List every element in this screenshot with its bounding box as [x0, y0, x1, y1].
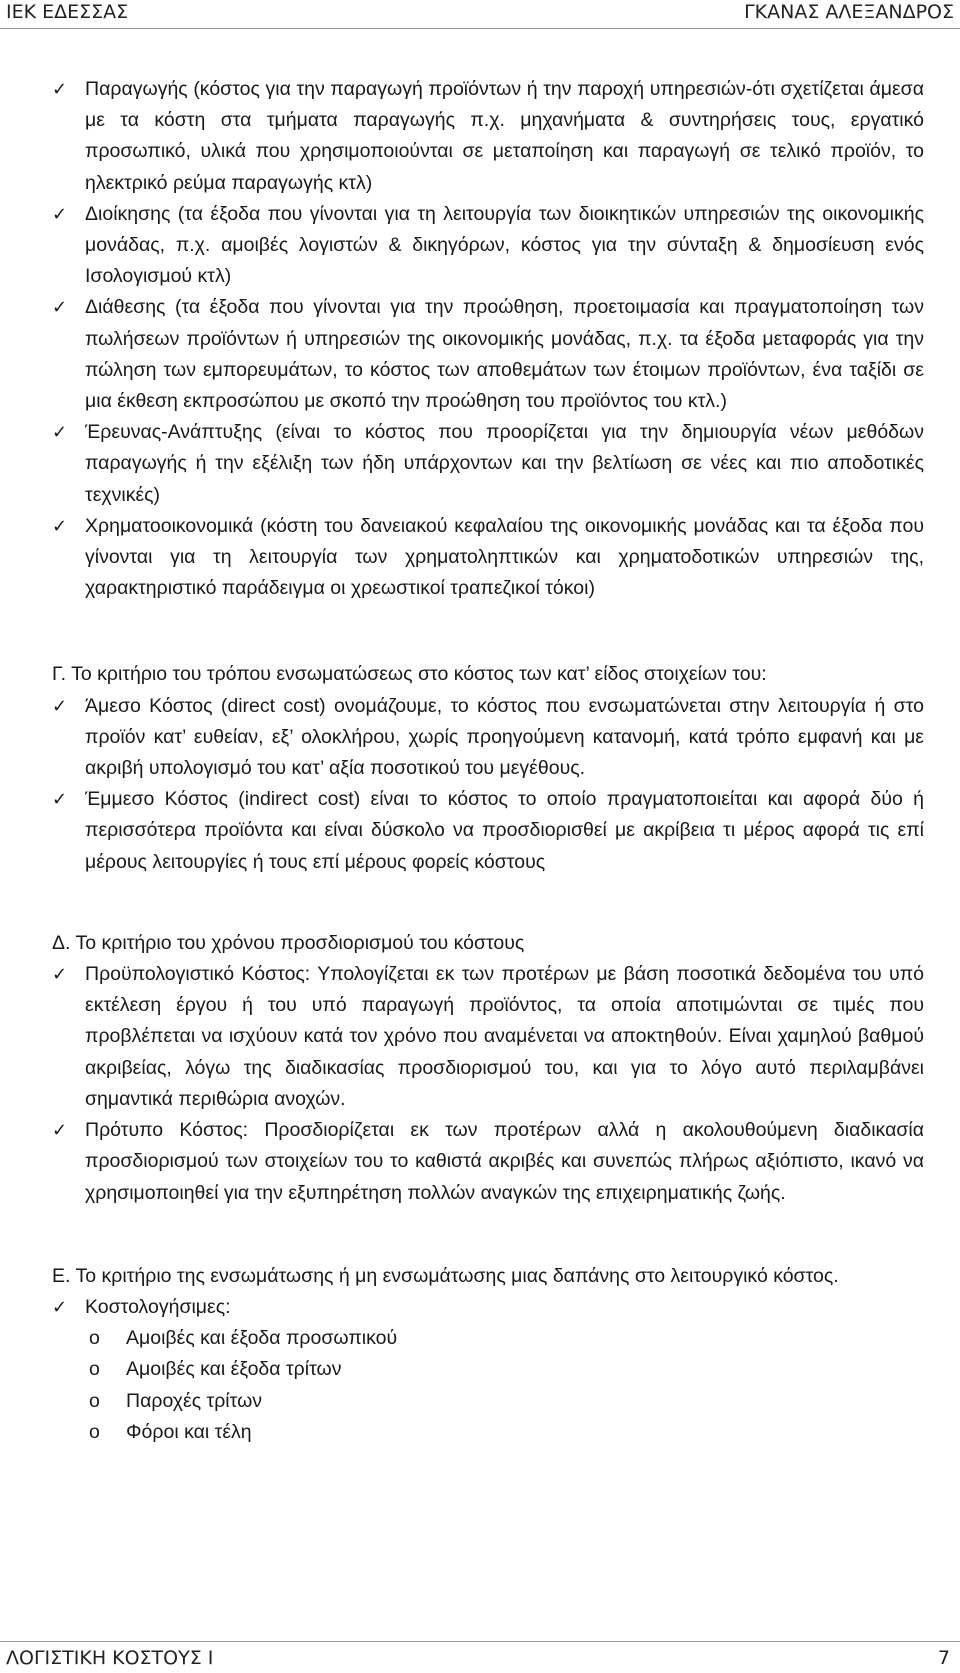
list-item-direct-cost: [52, 691, 924, 785]
section-d-title: Δ. Το κριτήριο του χρόνου προσδιορισμού του κόστους: [52, 931, 525, 954]
header-institution: ΙΕΚ ΕΔΕΣΣΑΣ: [6, 1, 129, 23]
list-item-text: Διάθεσης (τα έξοδα που γίνονται για την προώθηση, προετοιμασία και πραγματοποίηση των πωλήσεων προϊόντων ή υπηρεσιών της οικονομικής μονάδας, π.χ. τα έξοδα μεταφοράς για την πώληση των εμπορευμάτων, το κόστος των αποθεμάτων των έτοιμων προϊόντων, ένα ταξίδι σε μια έκθεση εκπροσώπου με σκοπό την προώθηση του προϊόντος του κτλ.): [85, 296, 924, 413]
section-e-title: Ε. Το κριτήριο της ενσωμάτωσης ή μη ενσωμάτωσης μιας δαπάνης στο λειτουργικό κόστος.: [52, 1264, 839, 1287]
footer-divider: [0, 1641, 960, 1642]
sub-item: [89, 1386, 924, 1417]
list-item-research-development: [52, 417, 924, 511]
list-item-standard-cost: [52, 1115, 924, 1209]
sub-item-text: Αμοιβές και έξοδα προσωπικού: [126, 1327, 398, 1350]
checkmark-icon: ✓: [52, 1120, 68, 1142]
list-item-text: Χρηματοοικονομικά (κόστη του δανειακού κεφαλαίου της οικονομικής μονάδας και τα έξοδα που γίνονται για τη λειτουργία των χρηματοληπτικών και χρηματοδοτικών υπηρεσιών της, χαρακτηριστικό παράδειγμα οι χρεωστικοί τραπεζικοί τόκοι): [85, 514, 924, 600]
circle-bullet-icon: o: [89, 1327, 100, 1350]
list-item-indirect-cost: [52, 784, 924, 878]
list-item-costable: [52, 1292, 924, 1323]
list-item-administration: [52, 199, 924, 293]
costable-sublist: [52, 1323, 924, 1448]
list-item-text: Έρευνας-Ανάπτυξης (είναι το κόστος που προορίζεται για την δημιουργία νέων μεθόδων παραγωγής ή την εξέλιξη των ήδη υπάρχοντων και την βελτίωση σε νέες και πιο αποδοτικές τεχνικές): [85, 421, 924, 506]
circle-bullet-icon: o: [89, 1420, 100, 1443]
circle-bullet-icon: o: [89, 1358, 100, 1381]
section-g: [52, 659, 924, 877]
list-item-text: Κοστολογήσιμες:: [85, 1295, 231, 1318]
sub-item: [89, 1354, 924, 1385]
list-item-text: Έμμεσο Κόστος (indirect cost) είναι το κόστος το οποίο πραγματοποιείται και αφορά δύο ή περισσότερα προϊόντα και είναι δύσκολο να προσδιορισθεί με ακρίβεια τι μέρος αφορά τις επί μέρους λειτουργίες ή τους επί μέρους φορείς κόστους: [85, 788, 924, 873]
checkmark-icon: ✓: [52, 203, 68, 225]
section-e: [52, 1261, 924, 1448]
checkmark-icon: ✓: [52, 695, 68, 717]
header-author: ΓΚΑΝΑΣ ΑΛΕΞΑΝΔΡΟΣ: [744, 1, 954, 23]
list-item-text: Πρότυπο Κόστος: Προσδιορίζεται εκ των προτέρων αλλά η ακολουθούμενη διαδικασία προσδιορισμού των στοιχείων του το καθιστά ακριβές και συνεπώς πλήρως αξιόπιστο, ικανό να χρησιμοποιηθεί για την εξυπηρέτηση πολλών αναγκών της επιχειρηματικής ζωής.: [85, 1119, 924, 1204]
list-item-production: [52, 74, 924, 199]
sub-item-text: Αμοιβές και έξοδα τρίτων: [126, 1358, 342, 1381]
page-footer: [0, 1641, 960, 1673]
list-item-text: Διοίκησης (τα έξοδα που γίνονται για τη λειτουργία των διοικητικών υπηρεσιών της οικονομικής μονάδας, π.χ. αμοιβές λογιστών & δικηγόρων, κόστος για την σύνταξη & δημοσίευση ενός Ισολογισμού κτλ): [85, 202, 924, 288]
checkmark-icon: ✓: [52, 1296, 68, 1318]
sub-item-text: Φόροι και τέλη: [126, 1420, 252, 1443]
checkmark-icon: ✓: [52, 964, 68, 986]
sub-item-text: Παροχές τρίτων: [126, 1389, 263, 1412]
circle-bullet-icon: o: [89, 1389, 100, 1412]
sub-item: [89, 1417, 924, 1448]
list-item-financial: [52, 511, 924, 605]
list-item-distribution: [52, 292, 924, 417]
page-header: [0, 0, 960, 28]
checkmark-icon: ✓: [52, 297, 68, 319]
cost-categories-list: [52, 74, 924, 604]
document-body: [52, 74, 924, 1448]
list-item-text: Προϋπολογιστικό Κόστος: Υπολογίζεται εκ των προτέρων με βάση ποσοτικά δεδομένα του υπό εκτέλεση έργου ή του υπό παραγωγή προϊόντος, τα οποία αποτιμώνται σε τιμές που προβλέπεται να ισχύουν κατά τον χρόνο που αναμένεται να αποκτηθούν. Είναι χαμηλού βαθμού ακριβείας, λόγω της διαδικασίας προσδιορισμού του, και για το λόγο αυτό περιλαμβάνει σημαντικά περιθώρια ανοχών.: [85, 963, 924, 1110]
checkmark-icon: ✓: [52, 422, 68, 444]
page-number: 7: [937, 1647, 950, 1669]
list-item-budgeted-cost: [52, 959, 924, 1115]
section-d: [52, 928, 924, 1209]
checkmark-icon: ✓: [52, 79, 68, 100]
list-item-text: Άμεσο Κόστος (direct cost) ονομάζουμε, το κόστος που ενσωματώνεται στην λειτουργία ή στο προϊόν κατ’ ευθείαν, εξ’ ολοκλήρου, χωρίς προηγούμενη κατανομή, κατά τρόπο εμφανή και με ακριβή υπολογισμό του κατ’ αξία ποσοτικού του μεγέθους.: [85, 694, 924, 780]
footer-course-title: ΛΟΓΙΣΤΙΚΗ ΚΟΣΤΟΥΣ Ι: [6, 1647, 214, 1669]
section-g-title: Γ. Το κριτήριο του τρόπου ενσωματώσεως στο κόστος των κατ’ είδος στοιχείων του:: [52, 663, 767, 686]
checkmark-icon: ✓: [52, 789, 68, 811]
checkmark-icon: ✓: [52, 515, 68, 537]
header-divider: [0, 28, 960, 29]
sub-item: [89, 1323, 924, 1354]
list-item-text: Παραγωγής (κόστος για την παραγωγή προϊόντων ή την παροχή υπηρεσιών-ότι σχετίζεται άμεσα με τα κόστη στα τμήματα παραγωγής π.χ. μηχανήματα & συντηρήσεις τους, εργατικό προσωπικό, υλικά που χρησιμοποιούνται σε μεταποίηση και παραγωγή σε τελικό προϊόν, το ηλεκτρικό ρεύμα παραγωγής κτλ): [85, 78, 924, 194]
